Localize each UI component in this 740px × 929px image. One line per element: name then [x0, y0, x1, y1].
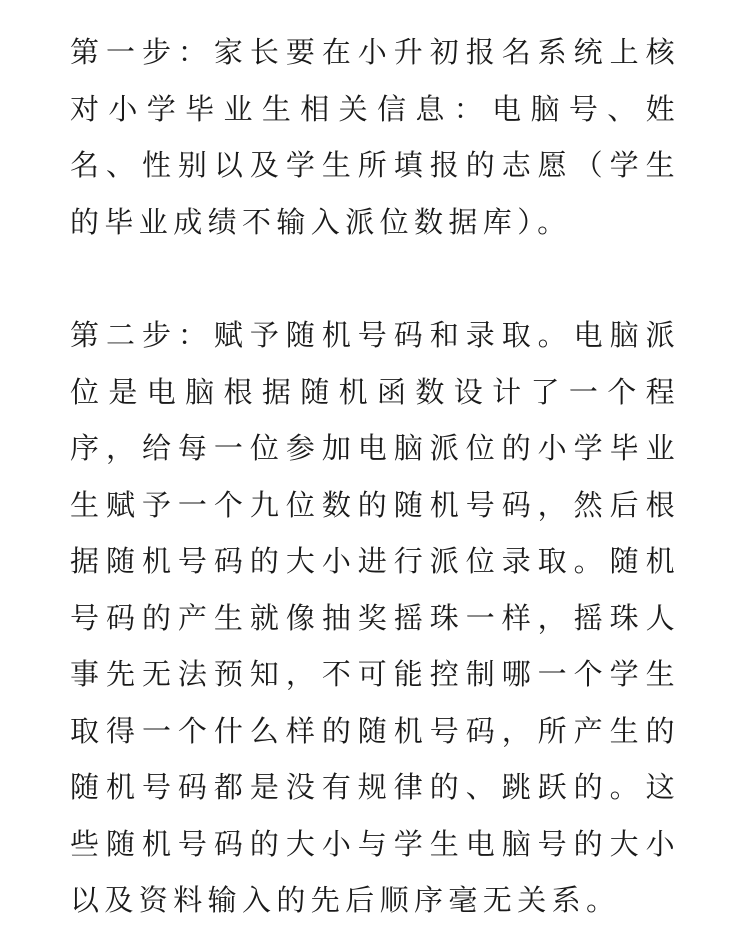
- paragraph-step-two: 第二步：赋予随机号码和录取。电脑派位是电脑根据随机函数设计了一个程序，给每一位参加电脑派位的小学毕业生赋予一个九位数的随机号码，然后根据随机号码的大小进行派位录取。随机号码的产生就像抽奖摇珠一样，摇珠人事先无法预知，不可能控制哪一个学生取得一个什么样的随机号码，所产生的随机号码都是没有规律的、跳跃的。这些随机号码的大小与学生电脑号的大小以及资料输入的先后顺序毫无关系。: [70, 318, 680, 917]
- article-body: [70, 24, 680, 929]
- paragraph-step-one: 第一步：家长要在小升初报名系统上核对小学毕业生相关信息：电脑号、姓名、性别以及学生所填报的志愿（学生的毕业成绩不输入派位数据库）。: [70, 35, 680, 239]
